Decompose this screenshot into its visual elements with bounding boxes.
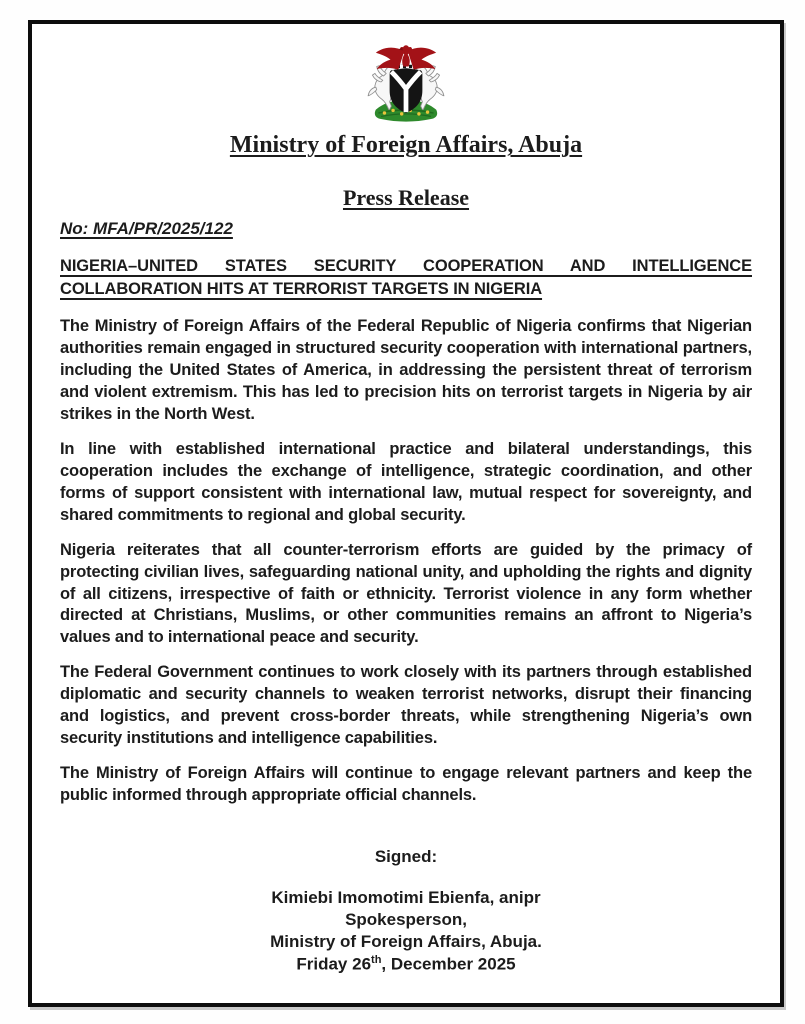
signed-label: Signed: [374, 846, 438, 866]
ministry-title: Ministry of Foreign Affairs, Abuja [229, 132, 583, 158]
press-release-paragraph: The Ministry of Foreign Affairs of the Federal Republic of Nigeria confirms that Nigerian authorities remain engaged in structured security cooperation with international partners, including the United States of America, in addressing the persistent threat of terrorism and violent extremism. This has led to precision hits on terrorist targets in Nigeria by air strikes in the North West. [60, 317, 752, 423]
signatory-organization: Ministry of Foreign Affairs, Abuja. [270, 932, 542, 952]
signature-date: Friday 26th, December 2025 [296, 954, 516, 974]
nigeria-coat-of-arms [60, 38, 752, 126]
signatory-name: Kimiebi Imomotimi Ebienfa, anipr [271, 887, 541, 907]
press-release-page [28, 20, 784, 1007]
press-release-paragraph: The Federal Government continues to work closely with its partners through established diplomatic and security channels to weaken terrorist networks, disrupt their financing and logistics, and prevent cross-border threats, while strengthening Nigeria’s own security institutions and intelligence capabilities. [60, 663, 752, 748]
date-ordinal-suffix: th [371, 954, 382, 967]
press-release-heading: Press Release [342, 185, 470, 210]
press-release-paragraph: The Ministry of Foreign Affairs will continue to engage relevant partners and keep the public informed through appropriate official channels. [60, 764, 752, 804]
press-release-paragraph: Nigeria reiterates that all counter-terrorism efforts are guided by the primacy of protecting civilian lives, safeguarding national unity, and upholding the rights and dignity of all citizens, irrespective of faith or ethnicity. Terrorist violence in any form whether directed at Christians, Muslims, or other communities remains an affront to Nigeria’s values and to international peace and security. [60, 540, 752, 647]
signature-block [60, 887, 752, 976]
headline: NIGERIA–UNITED STATES SECURITY COOPERATION AND INTELLIGENCE COLLABORATION HITS AT TERRORIST TARGETS IN NIGERIA [60, 257, 752, 299]
reference-number: No: MFA/PR/2025/122 [60, 219, 233, 238]
coat-of-arms-icon [350, 38, 462, 126]
press-release-body [60, 316, 752, 807]
signatory-title: Spokesperson, [345, 910, 467, 930]
press-release-paragraph: In line with established international practice and bilateral understandings, this cooperation includes the exchange of intelligence, strategic coordination, and other forms of support consistent with international law, mutual respect for sovereignty, and shared commitments to regional and global security. [60, 439, 752, 524]
